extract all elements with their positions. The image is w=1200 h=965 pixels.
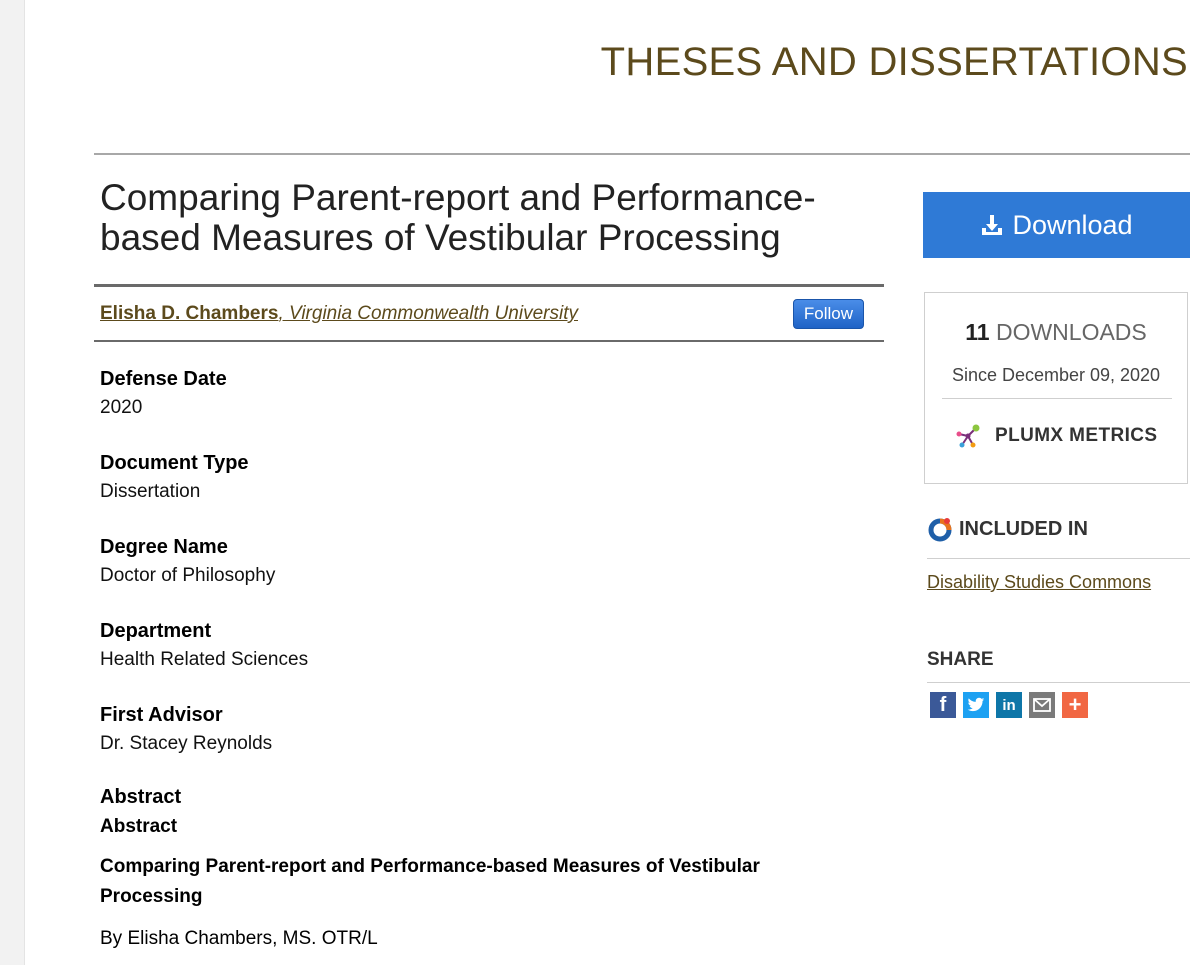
field-value: 2020: [100, 397, 143, 418]
abstract-label: Abstract: [100, 786, 182, 808]
share-icons: [930, 692, 1095, 718]
stats-divider: [942, 398, 1172, 399]
plumx-icon: [955, 423, 981, 449]
author-line: [100, 303, 578, 325]
commons-icon: [927, 516, 953, 542]
facebook-icon[interactable]: f: [930, 692, 956, 718]
abstract-subheading: Abstract: [100, 816, 178, 837]
envelope-glyph: [1033, 698, 1051, 712]
downloads-since: Since December 09, 2020: [951, 365, 1161, 385]
site-header[interactable]: THESES AND DISSERTATIONS: [600, 40, 1188, 84]
article-title: Comparing Parent-report and Performance-based Measures of Vestibular Processing: [100, 177, 816, 258]
email-icon[interactable]: [1029, 692, 1055, 718]
more-icon[interactable]: +: [1062, 692, 1088, 718]
header-divider: [94, 153, 1190, 155]
twitter-bird-glyph: [967, 697, 985, 713]
download-count-number: 11: [965, 319, 990, 345]
field-label: Document Type: [100, 452, 249, 474]
abstract-section: [100, 782, 880, 954]
field-department: [100, 616, 880, 700]
left-margin-strip: [0, 0, 25, 965]
download-label: Download: [1012, 209, 1133, 240]
field-label: Degree Name: [100, 536, 228, 558]
field-value: Dr. Stacey Reynolds: [100, 733, 273, 754]
follow-button[interactable]: Follow: [793, 299, 864, 329]
field-label: Defense Date: [100, 368, 227, 390]
field-defense-date: [100, 364, 880, 448]
metadata-fields: [100, 364, 880, 784]
field-document-type: [100, 448, 880, 532]
download-count-label: DOWNLOADS: [995, 319, 1147, 345]
field-value: Doctor of Philosophy: [100, 565, 276, 586]
author-name-link[interactable]: Elisha D. Chambers: [100, 303, 279, 324]
plumx-label: PLUMX METRICS: [995, 425, 1158, 446]
disability-studies-commons-link[interactable]: Disability Studies Commons: [927, 572, 1152, 592]
author-bar: [94, 284, 884, 342]
share-divider: [927, 682, 1190, 683]
field-label: First Advisor: [100, 704, 223, 726]
field-label: Department: [100, 620, 212, 642]
twitter-icon[interactable]: [963, 692, 989, 718]
download-stats-box: [924, 292, 1188, 484]
share-heading: SHARE: [927, 649, 994, 670]
field-value: Dissertation: [100, 481, 201, 502]
linkedin-icon[interactable]: in: [996, 692, 1022, 718]
field-degree-name: [100, 532, 880, 616]
abstract-byline: By Elisha Chambers, MS. OTR/L: [100, 928, 378, 949]
field-first-advisor: [100, 700, 880, 784]
abstract-title: Comparing Parent-report and Performance-based Measures of Vestibular Processing: [100, 856, 760, 907]
download-count: [925, 319, 1187, 346]
download-button[interactable]: [923, 192, 1190, 258]
plumx-metrics-link[interactable]: [955, 423, 1157, 449]
author-institution-link[interactable]: , Virginia Commonwealth University: [278, 303, 578, 324]
included-divider: [927, 558, 1190, 559]
field-value: Health Related Sciences: [100, 649, 309, 670]
download-icon: [980, 213, 1004, 237]
included-in-label: INCLUDED IN: [959, 517, 1088, 540]
main-content: [94, 177, 884, 949]
included-in-heading: [927, 516, 1088, 542]
